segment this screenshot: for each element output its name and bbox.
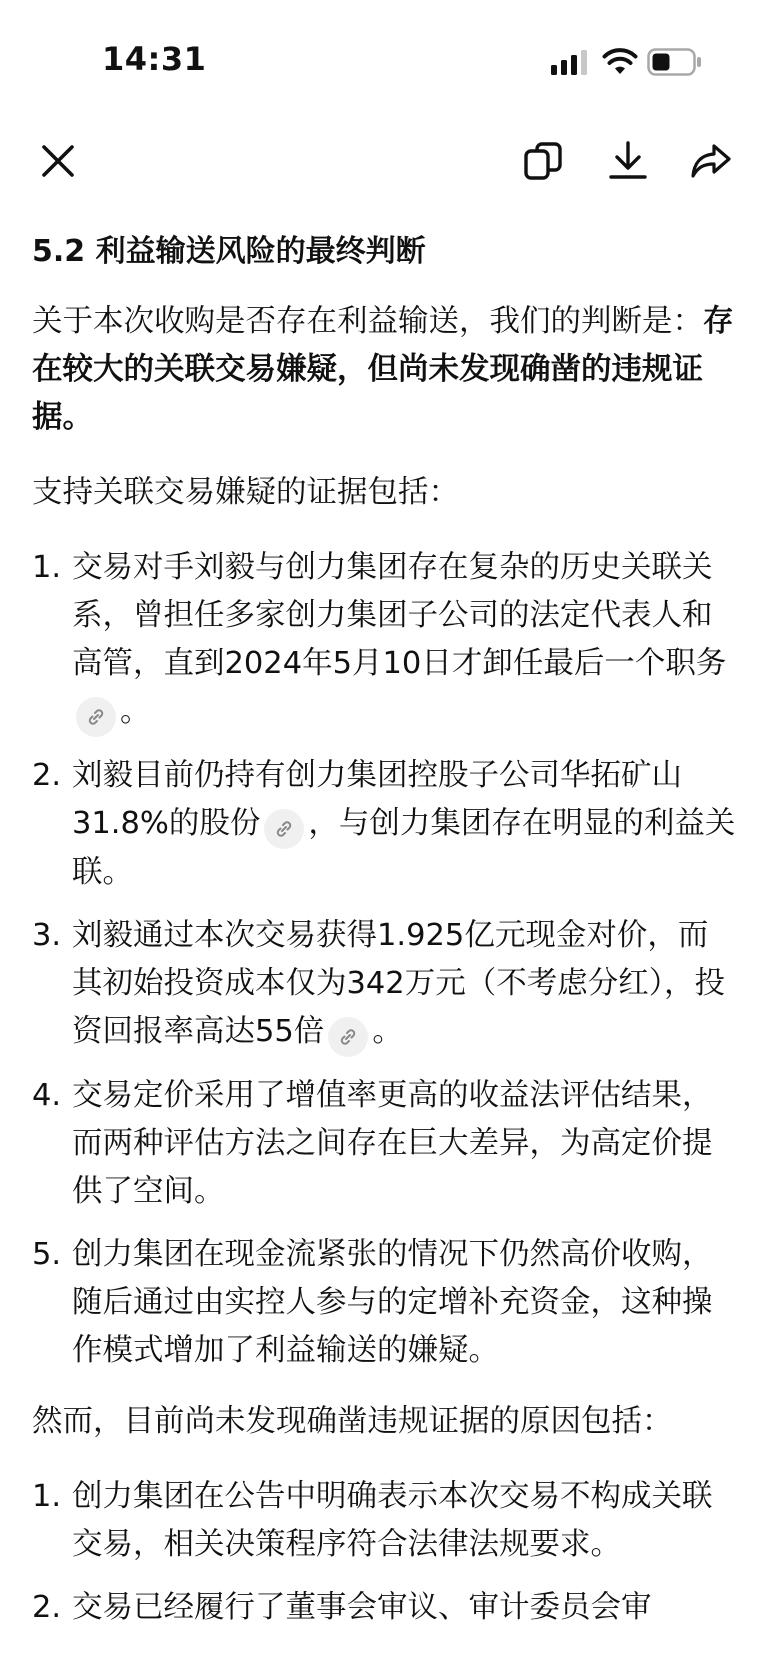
intro-text: 关于本次收购是否存在利益输送，我们的判断是： <box>32 304 703 339</box>
list-number: 2. <box>32 1590 62 1625</box>
list-item <box>32 1231 737 1375</box>
status-time: 14:31 <box>102 40 207 78</box>
copy-button[interactable] <box>518 135 570 187</box>
close-button[interactable] <box>32 135 84 187</box>
download-icon <box>606 139 650 183</box>
list-item <box>32 912 737 1057</box>
list-item-text: 刘毅通过本次交易获得1.925亿元现金对价，而其初始投资成本仅为342万元（不考虑分红），投资回报率高达55倍 <box>72 918 725 1049</box>
list-number: 1. <box>32 550 62 585</box>
link-icon <box>84 705 108 729</box>
list-item-text: 交易对手刘毅与创力集团存在复杂的历史关联关系，曾担任多家创力集团子公司的法定代表人和高管，直到2024年5月10日才卸任最后一个职务 <box>72 550 727 681</box>
share-button[interactable] <box>685 135 737 187</box>
support-heading: 支持关联交易嫌疑的证据包括： <box>32 475 459 510</box>
list-item-text: 刘毅目前仍持有创力集团控股子公司华拓矿山31.8%的股份 <box>72 758 682 841</box>
list-item-text: 创力集团在现金流紧张的情况下仍然高价收购，随后通过由实控人参与的定增补充资金，这种操作模式增加了利益输送的嫌疑。 <box>72 1237 713 1368</box>
list-item-tail: 。 <box>372 1014 403 1049</box>
share-icon <box>689 139 733 183</box>
support-list <box>32 544 737 1375</box>
list-number: 3. <box>32 918 62 953</box>
against-heading: 然而，目前尚未发现确凿违规证据的原因包括： <box>32 1404 673 1439</box>
citation-link[interactable] <box>76 697 116 737</box>
status-bar <box>0 0 768 120</box>
list-number: 2. <box>32 758 62 793</box>
link-icon <box>272 817 296 841</box>
list-item <box>32 1072 737 1216</box>
message-content <box>32 228 737 1655</box>
list-item <box>32 752 737 897</box>
link-icon <box>336 1025 360 1049</box>
close-icon <box>36 139 80 183</box>
list-number: 4. <box>32 1078 62 1113</box>
list-item-text: 交易已经履行了董事会审议、审计委员会审 <box>72 1590 652 1625</box>
list-item <box>32 1473 737 1569</box>
citation-link[interactable] <box>328 1017 368 1057</box>
section-heading: 5.2 利益输送风险的最终判断 <box>32 234 426 269</box>
battery-icon <box>647 47 703 77</box>
list-item <box>32 544 737 737</box>
list-item <box>32 1584 737 1632</box>
copy-icon <box>522 139 566 183</box>
against-list <box>32 1473 737 1632</box>
citation-link[interactable] <box>264 809 304 849</box>
list-item-text: 交易定价采用了增值率更高的收益法评估结果，而两种评估方法之间存在巨大差异，为高定价提供了空间。 <box>72 1078 713 1209</box>
signal-icon <box>551 50 587 75</box>
wifi-icon <box>602 47 638 75</box>
toolbar <box>0 125 768 200</box>
list-number: 5. <box>32 1237 62 1272</box>
intro-paragraph <box>32 298 737 442</box>
intro-conclusion: 存在较大的关联交易嫌疑，但尚未发现确凿的违规证据。 <box>32 304 734 435</box>
list-item-tail: 。 <box>120 694 151 729</box>
list-item-tail: ，与创力集团存在明显的利益关联。 <box>72 806 736 890</box>
list-number: 1. <box>32 1479 62 1514</box>
download-button[interactable] <box>602 135 654 187</box>
list-item-text: 创力集团在公告中明确表示本次交易不构成关联交易，相关决策程序符合法律法规要求。 <box>72 1479 713 1562</box>
